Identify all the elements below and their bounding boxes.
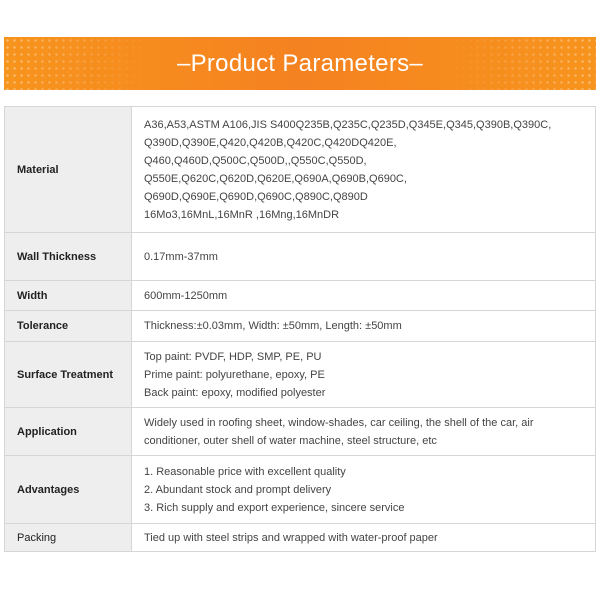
- table-row-width: [5, 281, 596, 311]
- value-line: A36,A53,ASTM A106,JIS S400Q235B,Q235C,Q235D,Q345E,Q345,Q390B,Q390C,: [144, 118, 552, 131]
- value-line: 0.17mm-37mm: [144, 250, 218, 263]
- table-row-advantages: [5, 456, 596, 524]
- row-label: Advantages: [5, 456, 132, 524]
- table-row-tolerance: [5, 311, 596, 342]
- value-line: 16Mo3,16MnL,16MnR ,16Mng,16MnDR: [144, 208, 340, 221]
- table-row-wall-thickness: [5, 233, 596, 281]
- value-line: 3. Rich supply and export experience, sincere service: [144, 501, 405, 514]
- value-line: Q690D,Q690E,Q690D,Q690C,Q890C,Q890D: [144, 190, 368, 203]
- value-line: conditioner, outer shell of water machine, steel structure, etc: [144, 434, 437, 447]
- row-label: Surface Treatment: [5, 342, 132, 408]
- value-line: Widely used in roofing sheet, window-shades, car ceiling, the shell of the car, air: [144, 416, 534, 429]
- table-row-surface-treatment: [5, 342, 596, 408]
- value-line: Q460,Q460D,Q500C,Q500D,,Q550C,Q550D,: [144, 154, 367, 167]
- value-line: Prime paint: polyurethane, epoxy, PE: [144, 368, 325, 381]
- table-row-packing: [5, 524, 596, 552]
- table-row-application: [5, 408, 596, 456]
- value-line: Q390D,Q390E,Q420,Q420B,Q420C,Q420DQ420E,: [144, 136, 397, 149]
- value-line: Top paint: PVDF, HDP, SMP, PE, PU: [144, 350, 322, 363]
- row-label: Material: [5, 107, 132, 233]
- row-value: [132, 408, 596, 456]
- row-value: [132, 281, 596, 311]
- product-parameters-table: [4, 106, 596, 552]
- row-value: [132, 524, 596, 552]
- value-line: Tied up with steel strips and wrapped with water-proof paper: [144, 531, 438, 544]
- row-value: [132, 107, 596, 233]
- value-line: 2. Abundant stock and prompt delivery: [144, 483, 332, 496]
- row-value: [132, 311, 596, 342]
- row-value: [132, 456, 596, 524]
- section-banner: [4, 37, 596, 90]
- value-line: Back paint: epoxy, modified polyester: [144, 386, 326, 399]
- value-line: Q550E,Q620C,Q620D,Q620E,Q690A,Q690B,Q690C,: [144, 172, 407, 185]
- banner-title: –Product Parameters–: [176, 49, 424, 77]
- value-line: Thickness:±0.03mm, Width: ±50mm, Length: ±50mm: [144, 320, 402, 332]
- row-label: Packing: [5, 524, 132, 552]
- row-label: Wall Thickness: [5, 233, 132, 281]
- value-line: 1. Reasonable price with excellent quality: [144, 465, 346, 478]
- row-value: [132, 233, 596, 281]
- value-line: 600mm-1250mm: [144, 289, 228, 302]
- row-label: Application: [5, 408, 132, 456]
- row-label: Tolerance: [5, 311, 132, 342]
- row-label: Width: [5, 281, 132, 311]
- table-row-material: [5, 107, 596, 233]
- row-value: [132, 342, 596, 408]
